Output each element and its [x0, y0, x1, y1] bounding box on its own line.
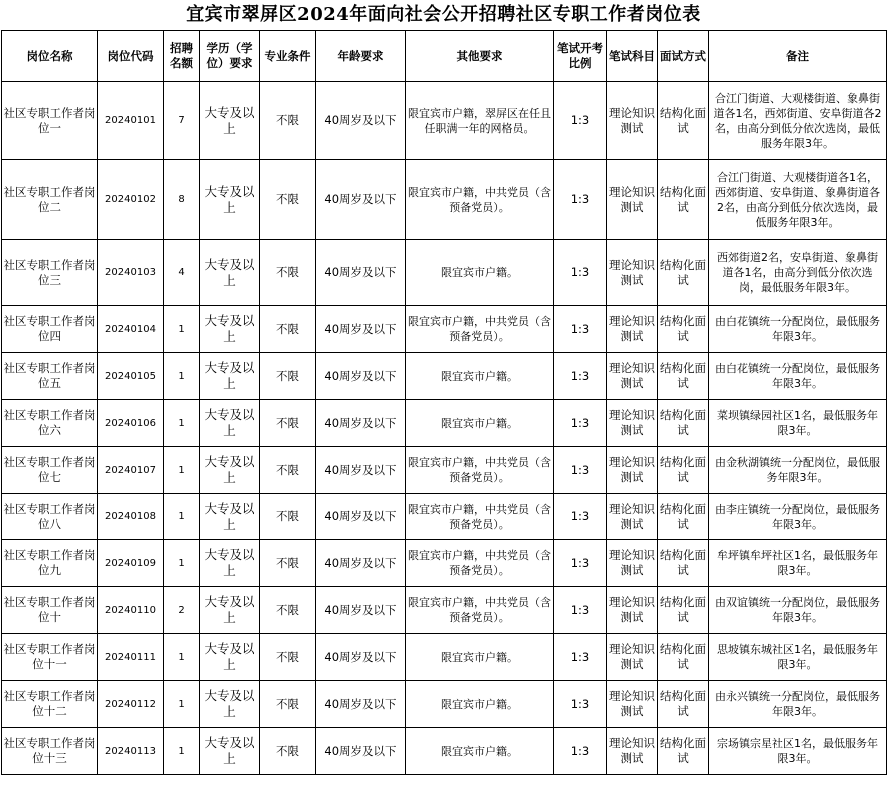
cell-count: 1	[164, 353, 200, 400]
cell-name: 社区专职工作者岗位三	[2, 240, 98, 306]
cell-name: 社区专职工作者岗位六	[2, 400, 98, 447]
cell-name: 社区专职工作者岗位八	[2, 494, 98, 540]
header-notes: 备注	[709, 31, 887, 82]
cell-notes: 由金秋湖镇统一分配岗位，最低服务年限3年。	[709, 447, 887, 494]
cell-ratio: 1:3	[554, 634, 607, 681]
cell-interview: 结构化面试	[658, 160, 709, 240]
table-row	[2, 587, 887, 634]
cell-edu: 大专及以上	[200, 540, 260, 587]
cell-subject: 理论知识测试	[607, 82, 658, 160]
cell-interview: 结构化面试	[658, 447, 709, 494]
cell-count: 8	[164, 160, 200, 240]
cell-name: 社区专职工作者岗位五	[2, 353, 98, 400]
cell-other: 限宜宾市户籍。	[406, 240, 554, 306]
cell-count: 7	[164, 82, 200, 160]
cell-interview: 结构化面试	[658, 634, 709, 681]
cell-ratio: 1:3	[554, 447, 607, 494]
cell-other: 限宜宾市户籍，中共党员（含预备党员）。	[406, 540, 554, 587]
cell-name: 社区专职工作者岗位十三	[2, 728, 98, 775]
cell-age: 40周岁及以下	[316, 160, 406, 240]
table-row	[2, 306, 887, 353]
header-row	[2, 31, 887, 82]
cell-major: 不限	[260, 447, 316, 494]
cell-count: 2	[164, 587, 200, 634]
cell-subject: 理论知识测试	[607, 634, 658, 681]
cell-age: 40周岁及以下	[316, 447, 406, 494]
cell-interview: 结构化面试	[658, 400, 709, 447]
cell-code: 20240104	[98, 306, 164, 353]
cell-name: 社区专职工作者岗位十二	[2, 681, 98, 728]
cell-interview: 结构化面试	[658, 494, 709, 540]
cell-edu: 大专及以上	[200, 634, 260, 681]
cell-count: 4	[164, 240, 200, 306]
cell-age: 40周岁及以下	[316, 353, 406, 400]
cell-notes: 菜坝镇绿园社区1名，最低服务年限3年。	[709, 400, 887, 447]
header-code: 岗位代码	[98, 31, 164, 82]
cell-edu: 大专及以上	[200, 353, 260, 400]
cell-edu: 大专及以上	[200, 240, 260, 306]
cell-subject: 理论知识测试	[607, 400, 658, 447]
cell-major: 不限	[260, 681, 316, 728]
cell-ratio: 1:3	[554, 400, 607, 447]
table-row	[2, 540, 887, 587]
cell-edu: 大专及以上	[200, 681, 260, 728]
cell-ratio: 1:3	[554, 587, 607, 634]
cell-edu: 大专及以上	[200, 306, 260, 353]
cell-age: 40周岁及以下	[316, 82, 406, 160]
cell-other: 限宜宾市户籍，中共党员（含预备党员）。	[406, 494, 554, 540]
cell-name: 社区专职工作者岗位四	[2, 306, 98, 353]
header-other: 其他要求	[406, 31, 554, 82]
cell-notes: 思坡镇东城社区1名，最低服务年限3年。	[709, 634, 887, 681]
cell-count: 1	[164, 494, 200, 540]
cell-interview: 结构化面试	[658, 540, 709, 587]
cell-age: 40周岁及以下	[316, 494, 406, 540]
cell-name: 社区专职工作者岗位十	[2, 587, 98, 634]
cell-major: 不限	[260, 306, 316, 353]
cell-other: 限宜宾市户籍，中共党员（含预备党员）。	[406, 447, 554, 494]
cell-name: 社区专职工作者岗位二	[2, 160, 98, 240]
cell-ratio: 1:3	[554, 681, 607, 728]
cell-notes: 宗场镇宗星社区1名，最低服务年限3年。	[709, 728, 887, 775]
cell-major: 不限	[260, 587, 316, 634]
table-row	[2, 494, 887, 540]
table-row	[2, 634, 887, 681]
cell-ratio: 1:3	[554, 82, 607, 160]
cell-count: 1	[164, 540, 200, 587]
cell-notes: 合江门街道、大观楼街道各1名，西郊街道、安阜街道、象鼻街道各2名，由高分到低分依次选岗，最低服务年限3年。	[709, 160, 887, 240]
cell-major: 不限	[260, 400, 316, 447]
cell-code: 20240109	[98, 540, 164, 587]
cell-edu: 大专及以上	[200, 728, 260, 775]
cell-age: 40周岁及以下	[316, 400, 406, 447]
cell-code: 20240106	[98, 400, 164, 447]
cell-ratio: 1:3	[554, 240, 607, 306]
cell-subject: 理论知识测试	[607, 240, 658, 306]
cell-interview: 结构化面试	[658, 82, 709, 160]
cell-notes: 牟坪镇牟坪社区1名，最低服务年限3年。	[709, 540, 887, 587]
cell-ratio: 1:3	[554, 353, 607, 400]
cell-ratio: 1:3	[554, 540, 607, 587]
cell-edu: 大专及以上	[200, 160, 260, 240]
cell-code: 20240103	[98, 240, 164, 306]
cell-code: 20240112	[98, 681, 164, 728]
cell-subject: 理论知识测试	[607, 587, 658, 634]
cell-major: 不限	[260, 494, 316, 540]
cell-name: 社区专职工作者岗位一	[2, 82, 98, 160]
cell-notes: 由李庄镇统一分配岗位，最低服务年限3年。	[709, 494, 887, 540]
cell-other: 限宜宾市户籍，中共党员（含预备党员）。	[406, 306, 554, 353]
cell-count: 1	[164, 447, 200, 494]
cell-subject: 理论知识测试	[607, 728, 658, 775]
cell-code: 20240105	[98, 353, 164, 400]
cell-age: 40周岁及以下	[316, 240, 406, 306]
cell-age: 40周岁及以下	[316, 728, 406, 775]
header-count: 招聘名额	[164, 31, 200, 82]
cell-major: 不限	[260, 728, 316, 775]
cell-count: 1	[164, 400, 200, 447]
table-row	[2, 681, 887, 728]
table-row	[2, 353, 887, 400]
cell-subject: 理论知识测试	[607, 160, 658, 240]
cell-name: 社区专职工作者岗位七	[2, 447, 98, 494]
cell-other: 限宜宾市户籍，中共党员（含预备党员）。	[406, 160, 554, 240]
cell-subject: 理论知识测试	[607, 681, 658, 728]
page-title: 宜宾市翠屏区2024年面向社会公开招聘社区专职工作者岗位表	[186, 4, 701, 25]
cell-edu: 大专及以上	[200, 587, 260, 634]
cell-edu: 大专及以上	[200, 400, 260, 447]
cell-other: 限宜宾市户籍。	[406, 681, 554, 728]
cell-interview: 结构化面试	[658, 587, 709, 634]
cell-code: 20240111	[98, 634, 164, 681]
table-row	[2, 160, 887, 240]
cell-notes: 西郊街道2名，安阜街道、象鼻街道各1名，由高分到低分依次选岗，最低服务年限3年。	[709, 240, 887, 306]
cell-notes: 合江门街道、大观楼街道、象鼻街道各1名，西郊街道、安阜街道各2名，由高分到低分依次选岗，最低服务年限3年。	[709, 82, 887, 160]
cell-edu: 大专及以上	[200, 82, 260, 160]
cell-code: 20240101	[98, 82, 164, 160]
table-row	[2, 447, 887, 494]
job-positions-table	[1, 30, 887, 775]
cell-code: 20240113	[98, 728, 164, 775]
cell-other: 限宜宾市户籍。	[406, 728, 554, 775]
cell-major: 不限	[260, 634, 316, 681]
cell-subject: 理论知识测试	[607, 540, 658, 587]
table-row	[2, 240, 887, 306]
cell-subject: 理论知识测试	[607, 306, 658, 353]
header-interview: 面试方式	[658, 31, 709, 82]
cell-ratio: 1:3	[554, 306, 607, 353]
cell-code: 20240102	[98, 160, 164, 240]
cell-edu: 大专及以上	[200, 494, 260, 540]
cell-age: 40周岁及以下	[316, 634, 406, 681]
cell-ratio: 1:3	[554, 728, 607, 775]
cell-interview: 结构化面试	[658, 681, 709, 728]
cell-subject: 理论知识测试	[607, 494, 658, 540]
cell-major: 不限	[260, 240, 316, 306]
table-row	[2, 728, 887, 775]
cell-count: 1	[164, 306, 200, 353]
cell-major: 不限	[260, 540, 316, 587]
cell-interview: 结构化面试	[658, 728, 709, 775]
cell-age: 40周岁及以下	[316, 681, 406, 728]
cell-major: 不限	[260, 82, 316, 160]
cell-interview: 结构化面试	[658, 240, 709, 306]
header-subject: 笔试科目	[607, 31, 658, 82]
cell-code: 20240110	[98, 587, 164, 634]
cell-code: 20240107	[98, 447, 164, 494]
cell-count: 1	[164, 681, 200, 728]
cell-other: 限宜宾市户籍，中共党员（含预备党员）。	[406, 587, 554, 634]
cell-ratio: 1:3	[554, 494, 607, 540]
header-major: 专业条件	[260, 31, 316, 82]
cell-notes: 由双谊镇统一分配岗位，最低服务年限3年。	[709, 587, 887, 634]
cell-interview: 结构化面试	[658, 306, 709, 353]
cell-age: 40周岁及以下	[316, 587, 406, 634]
cell-name: 社区专职工作者岗位十一	[2, 634, 98, 681]
cell-age: 40周岁及以下	[316, 540, 406, 587]
cell-notes: 由永兴镇统一分配岗位，最低服务年限3年。	[709, 681, 887, 728]
cell-edu: 大专及以上	[200, 447, 260, 494]
cell-name: 社区专职工作者岗位九	[2, 540, 98, 587]
cell-other: 限宜宾市户籍。	[406, 634, 554, 681]
table-row	[2, 82, 887, 160]
cell-code: 20240108	[98, 494, 164, 540]
cell-age: 40周岁及以下	[316, 306, 406, 353]
cell-interview: 结构化面试	[658, 353, 709, 400]
cell-subject: 理论知识测试	[607, 447, 658, 494]
cell-major: 不限	[260, 160, 316, 240]
cell-ratio: 1:3	[554, 160, 607, 240]
cell-major: 不限	[260, 353, 316, 400]
cell-subject: 理论知识测试	[607, 353, 658, 400]
header-age: 年龄要求	[316, 31, 406, 82]
cell-count: 1	[164, 634, 200, 681]
cell-count: 1	[164, 728, 200, 775]
cell-notes: 由白花镇统一分配岗位，最低服务年限3年。	[709, 353, 887, 400]
header-name: 岗位名称	[2, 31, 98, 82]
cell-other: 限宜宾市户籍，翠屏区在任且任职满一年的网格员。	[406, 82, 554, 160]
cell-notes: 由白花镇统一分配岗位，最低服务年限3年。	[709, 306, 887, 353]
cell-other: 限宜宾市户籍。	[406, 353, 554, 400]
cell-other: 限宜宾市户籍。	[406, 400, 554, 447]
table-row	[2, 400, 887, 447]
header-edu: 学历（学位）要求	[200, 31, 260, 82]
header-ratio: 笔试开考比例	[554, 31, 607, 82]
